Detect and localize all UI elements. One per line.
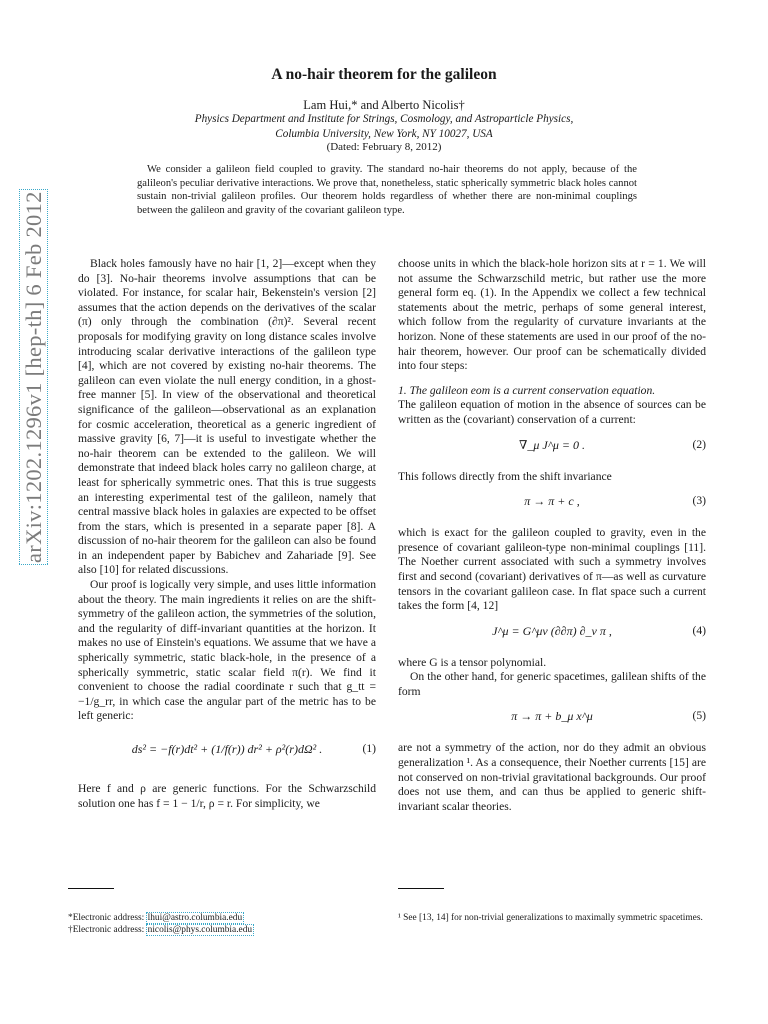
equation-1 bbox=[78, 742, 376, 764]
right-footnote: ¹ See [13, 14] for non-trivial generalizations to maximally symmetric spacetimes. bbox=[398, 913, 703, 923]
email-link-nicolis[interactable]: nicolis@phys.columbia.edu bbox=[147, 925, 253, 935]
proof-overview-paragraph: Our proof is logically very simple, and uses little information about the theory. The main ingredients it relies on are the shift-symmetry of the galileon action, the symmetries of the solution, and the regularity of diff-invariant quantities at the horizon. It makes no use of Einstein's equations. We assume that we have a spherically symmetric, static black-hole, in the presence of a spherically symmetric, static scalar field π(r). We find it convenient to choose the radial coordinate r such that g_tt = −1/g_rr, in which case the angular part of the metric has to be left generic: bbox=[78, 578, 376, 723]
conclusion-paragraph: are not a symmetry of the action, nor do they admit an obvious generalization ¹. As a consequence, their Noether currents [15] are not conserved on non-trivial gravitational backgrounds. Our proof does not use them, and can thus be applied to generic shift-invariant scalar theories. bbox=[398, 741, 706, 813]
equation-3-number: (3) bbox=[692, 494, 706, 508]
affiliation bbox=[0, 112, 768, 141]
step-1-text: The galileon equation of motion in the absence of sources can be written as the (covariant) conservation of a current: bbox=[398, 398, 706, 426]
affiliation-line-1: Physics Department and Institute for Strings, Cosmology, and Astroparticle Physics, bbox=[194, 113, 574, 125]
noether-current-paragraph: which is exact for the galileon coupled to gravity, even in the presence of covariant galileon-type non-minimal couplings [11]. The Noether current associated with such a symmetry involves first and second (covariant) derivatives of π—as well as curvature tensors in the covariant galileon case. In flat space such a current takes the form [4, 12] bbox=[398, 526, 706, 613]
equation-4 bbox=[398, 624, 706, 646]
footnote-email-1 bbox=[68, 912, 388, 924]
galilean-shifts-text: On the other hand, for generic spacetimes, galilean shifts of the form bbox=[398, 670, 706, 698]
footnote-2-label: †Electronic address: bbox=[68, 925, 147, 935]
equation-3-body: π → π + c , bbox=[524, 494, 580, 509]
right-column bbox=[398, 257, 706, 814]
dated-line: (Dated: February 8, 2012) bbox=[326, 141, 442, 153]
left-footnotes bbox=[68, 912, 388, 936]
authors-line: Lam Hui,* and Alberto Nicolis† bbox=[303, 98, 465, 112]
abstract: We consider a galileon field coupled to gravity. The standard no-hair theorems do not apply, because of the galileon's peculiar derivative interactions. We prove that, nonetheless, static spherically symmetric black holes cannot sustain non-trivial galileon profiles. Our theorem holds regardless of whether there are non-minimal couplings between the galileon and gravity of the covariant galileon type. bbox=[137, 164, 637, 216]
right-footnote-rule bbox=[398, 888, 444, 889]
equation-1-number: (1) bbox=[362, 742, 376, 755]
equation-2-number: (2) bbox=[692, 437, 706, 451]
paper-title: A no-hair theorem for the galileon bbox=[271, 66, 497, 83]
tensor-polynomial-text: where G is a tensor polynomial. bbox=[398, 655, 547, 669]
equation-1-body: ds² = −f(r)dt² + (1/f(r)) dr² + ρ²(r)dΩ² . bbox=[131, 742, 323, 756]
equation-4-body: J^μ = G^μν (∂∂π) ∂_ν π , bbox=[492, 623, 612, 638]
arxiv-id-link[interactable]: arXiv:1202.1296v1 [hep-th] 6 Feb 2012 bbox=[21, 191, 46, 563]
affiliation-line-2: Columbia University, New York, NY 10027, USA bbox=[275, 127, 493, 140]
equation-2-body: ∇_μ J^μ = 0 . bbox=[519, 437, 585, 452]
intro-paragraph: Black holes famously have no hair [1, 2]—except when they do [3]. No-hair theorems involve assumptions that can be violated. For instance, for scalar hair, Bekenstein's version [2] assumes that the action depends on the derivatives of the scalar (π) only through the combination (∂π)². Several recent proposals for modifying gravity on long distance scales involve introducing scalar derivative interactions of the galileon type [4], which are not covered by existing no-hair theorems. The galileon can even violate the null energy condition, in a ghost-free manner [5]. In view of the observational and theoretical significance of the galileon—observational as an explanation for cosmic acceleration, theoretical as a generic ingredient of massive gravity [6, 7]—it is useful to investigate whether the no-hair theorem can be extended to the galileon. We will demonstrate that indeed black holes carry no galileon charge, at least for spherically symmetric ones. That this is true suggests an interesting experimental test of the galileon, namely that central massive black holes in galaxies are expected to be offset from the stars, which is presented in a separate paper [8]. A discussion of no-hair theorem for the galileon can also be found in an independent paper by Babichev and Zahariade [9]. See also [10] for related discussions. bbox=[78, 257, 376, 577]
equation-5 bbox=[398, 709, 706, 731]
left-column bbox=[78, 257, 376, 811]
email-link-hui[interactable]: lhui@astro.columbia.edu bbox=[147, 913, 243, 923]
shift-invariance-text: This follows directly from the shift invariance bbox=[398, 469, 612, 483]
schwarzschild-paragraph: Here f and ρ are generic functions. For the Schwarzschild solution one has f = 1 − 1/r, ρ = r. For simplicity, we bbox=[78, 782, 376, 810]
equation-5-number: (5) bbox=[692, 709, 706, 723]
equation-4-number: (4) bbox=[692, 623, 706, 637]
arxiv-stamp[interactable] bbox=[21, 191, 47, 563]
units-paragraph: choose units in which the black-hole horizon sits at r = 1. We will not assume the Schwarzschild metric, but rather use the more general form eq. (1). In the Appendix we collect a few technical statements about the metric, perhaps of some general interest, which follow from the regularity of curvature invariants at the horizon. None of these statements are used in our proof of the no-hair theorem, however. Our proof can be schematically divided into four steps: bbox=[398, 257, 706, 373]
footnote-1-label: *Electronic address: bbox=[68, 913, 147, 923]
equation-3 bbox=[398, 494, 706, 516]
equation-2 bbox=[398, 438, 706, 460]
step-1-heading: 1. The galileon eom is a current conservation equation. bbox=[398, 383, 656, 397]
left-footnote-rule bbox=[68, 888, 114, 889]
equation-5-body: π → π + b_μ x^μ bbox=[511, 709, 593, 724]
footnote-email-2 bbox=[68, 924, 388, 936]
